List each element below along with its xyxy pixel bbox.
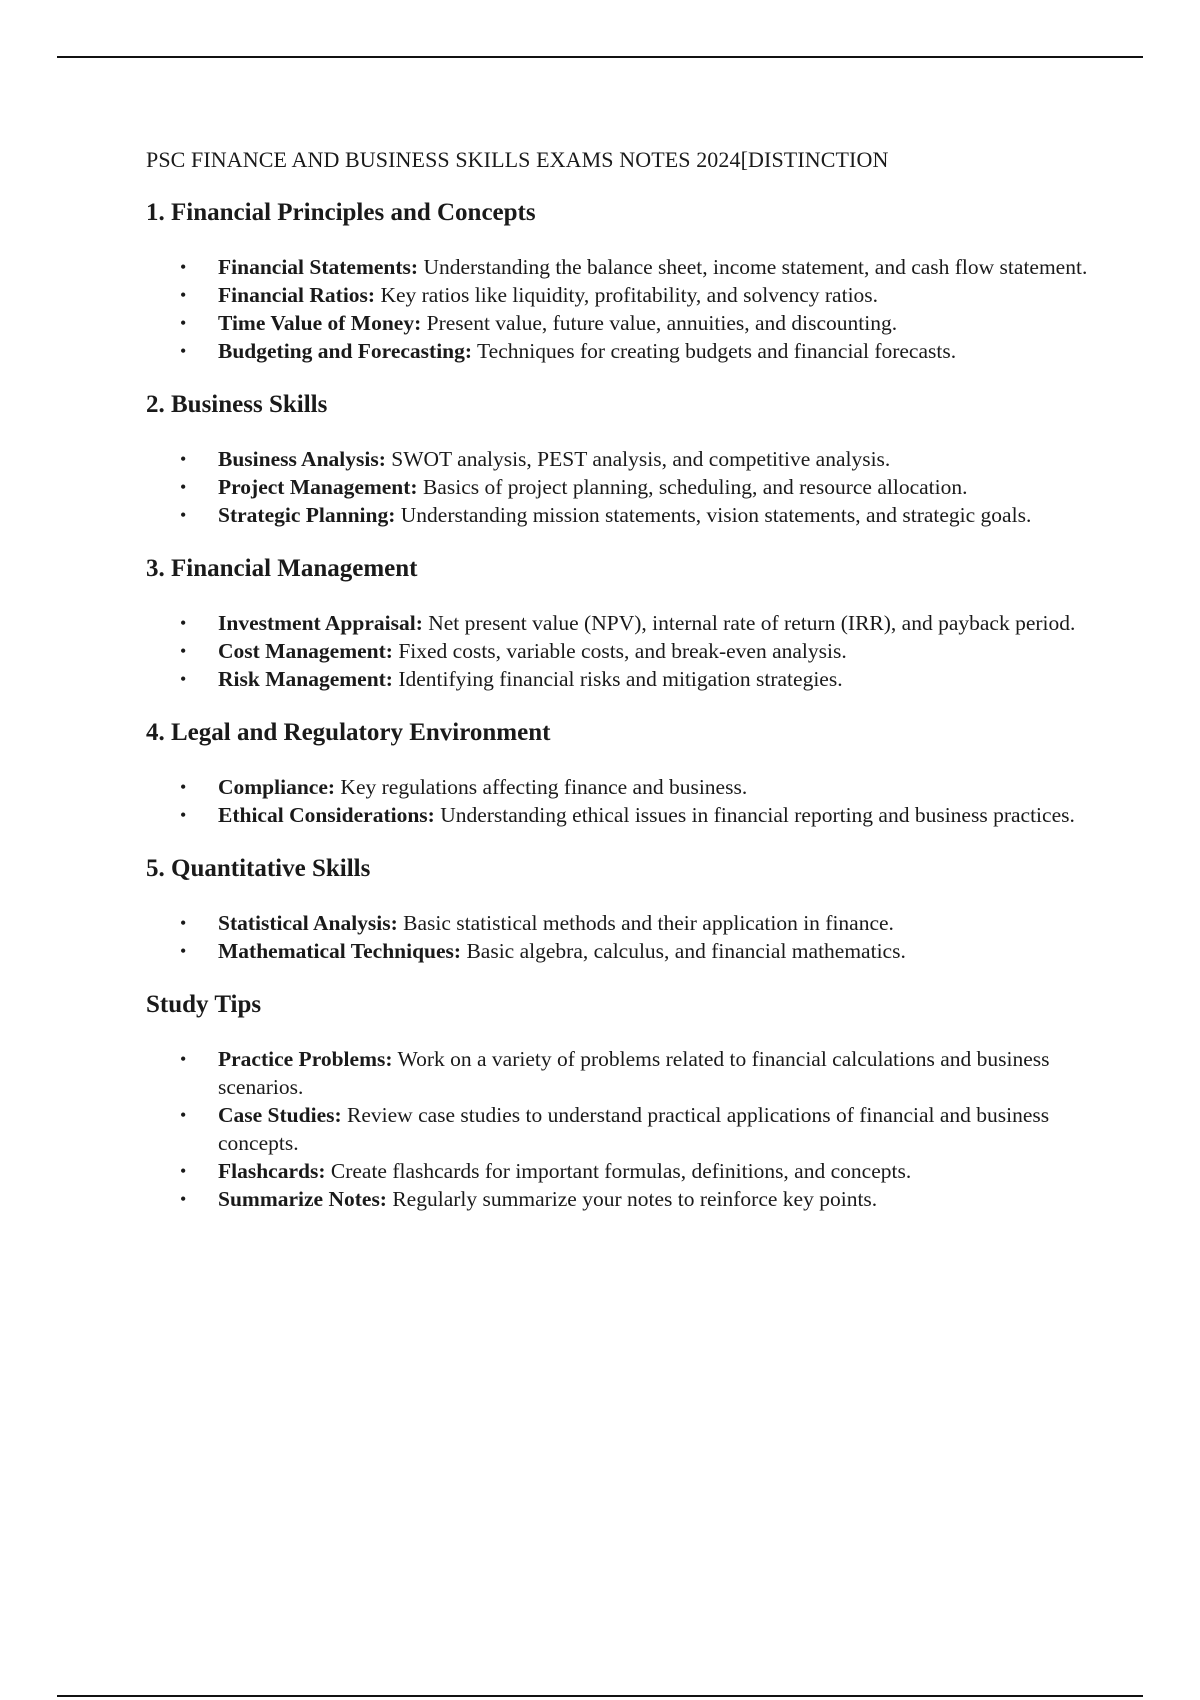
bullet-icon: • [180,1105,187,1125]
bullet-icon: • [180,257,187,277]
item-text: Key ratios like liquidity, profitability, and solvency ratios. [375,283,879,307]
item-text: Key regulations affecting finance and business. [335,775,748,799]
list-item [146,665,1096,693]
item-term: Financial Ratios: [218,283,376,307]
bullet-icon: • [180,1049,187,1069]
item-text: Identifying financial risks and mitigation strategies. [392,667,843,691]
item-text: Understanding mission statements, vision statements, and strategic goals. [395,503,1032,527]
item-text: Present value, future value, annuities, and discounting. [421,311,898,335]
bullet-icon: • [180,941,187,961]
bullet-icon: • [180,1189,187,1209]
bullet-icon: • [180,285,187,305]
item-text: Basic statistical methods and their application in finance. [397,911,894,935]
item-term: Statistical Analysis: [218,911,398,935]
bullet-icon: • [180,505,187,525]
item-text: Regularly summarize your notes to reinforce key points. [386,1187,878,1211]
section-quantitative-skills [146,853,1096,965]
section-legal-regulatory [146,717,1096,829]
item-text: Basic algebra, calculus, and financial mathematics. [461,939,906,963]
item-text: Work on a variety of problems related to financial calculations and business scenarios. [218,1047,1050,1099]
bullet-icon: • [180,777,187,797]
bullet-icon: • [180,613,187,633]
bullet-list [146,609,1096,693]
item-term: Financial Statements: [218,255,419,279]
item-text: Understanding ethical issues in financial reporting and business practices. [434,803,1075,827]
document-body [146,145,1096,1237]
section-heading: 1. Financial Principles and Concepts [146,199,536,226]
section-financial-principles [146,197,1096,365]
item-term: Case Studies: [218,1103,342,1127]
section-study-tips [146,989,1096,1213]
item-text: Review case studies to understand practical applications of financial and business concepts. [218,1103,1050,1155]
item-text: Create flashcards for important formulas, definitions, and concepts. [325,1159,912,1183]
item-term: Risk Management: [218,667,393,691]
list-item [146,637,1096,665]
list-item [146,801,1096,829]
bullet-icon: • [180,341,187,361]
list-item [146,937,1096,965]
list-item [146,473,1096,501]
bullet-list [146,253,1096,365]
item-term: Time Value of Money: [218,311,422,335]
section-heading: 3. Financial Management [146,555,418,582]
item-term: Cost Management: [218,639,393,663]
bullet-list [146,773,1096,829]
sections-container [146,197,1096,1213]
section-financial-management [146,553,1096,693]
item-term: Summarize Notes: [218,1187,387,1211]
bullet-icon: • [180,1161,187,1181]
item-term: Ethical Considerations: [218,803,435,827]
list-item [146,337,1096,365]
list-item [146,609,1096,637]
list-item [146,773,1096,801]
section-business-skills [146,389,1096,529]
list-item [146,501,1096,529]
item-term: Flashcards: [218,1159,326,1183]
bullet-list [146,1045,1096,1213]
list-item [146,309,1096,337]
document-title: PSC FINANCE AND BUSINESS SKILLS EXAMS NOTES 2024[DISTINCTION [146,147,889,172]
item-term: Project Management: [218,475,418,499]
bottom-rule [57,1695,1143,1697]
item-term: Budgeting and Forecasting: [218,339,473,363]
bullet-icon: • [180,449,187,469]
bullet-icon: • [180,805,187,825]
bullet-icon: • [180,669,187,689]
item-text: SWOT analysis, PEST analysis, and competitive analysis. [385,447,891,471]
list-item [146,445,1096,473]
item-term: Business Analysis: [218,447,386,471]
list-item [146,909,1096,937]
item-text: Fixed costs, variable costs, and break-even analysis. [392,639,847,663]
item-term: Investment Appraisal: [218,611,423,635]
item-term: Strategic Planning: [218,503,396,527]
bullet-icon: • [180,477,187,497]
bullet-icon: • [180,313,187,333]
item-text: Basics of project planning, scheduling, and resource allocation. [417,475,968,499]
top-rule [57,56,1143,58]
section-heading: 5. Quantitative Skills [146,855,371,882]
item-term: Mathematical Techniques: [218,939,462,963]
bullet-icon: • [180,913,187,933]
item-term: Practice Problems: [218,1047,393,1071]
list-item [146,281,1096,309]
section-heading: 4. Legal and Regulatory Environment [146,719,551,746]
list-item [146,1101,1096,1157]
item-text: Net present value (NPV), internal rate of return (IRR), and payback period. [422,611,1076,635]
list-item [146,1185,1096,1213]
list-item [146,1157,1096,1185]
section-heading: Study Tips [146,991,262,1018]
item-term: Compliance: [218,775,336,799]
item-text: Techniques for creating budgets and financial forecasts. [472,339,957,363]
bullet-list [146,909,1096,965]
list-item [146,253,1096,281]
bullet-icon: • [180,641,187,661]
list-item [146,1045,1096,1101]
item-text: Understanding the balance sheet, income statement, and cash flow statement. [418,255,1088,279]
bullet-list [146,445,1096,529]
section-heading: 2. Business Skills [146,391,328,418]
